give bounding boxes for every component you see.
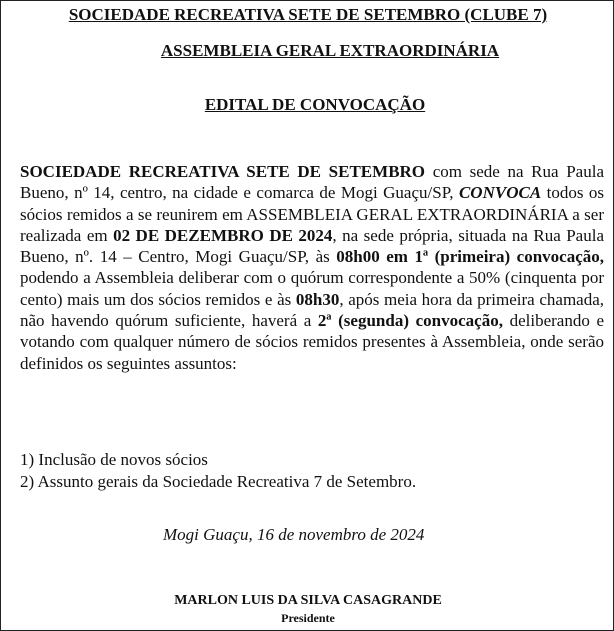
club-title: SOCIEDADE RECREATIVA SETE DE SETEMBRO (CLUBE 7) (68, 5, 548, 24)
assembly-subtitle: ASSEMBLEIA GERAL EXTRAORDINÁRIA (160, 41, 500, 60)
body-text-5: , após meia hora da primeira chamada, não havendo quórum suficiente, haverá a (20, 289, 605, 331)
body-text-2: todos os sócios remidos a se reunirem em ASSEMBLEIA GERAL EXTRAORDINÁRIA a ser realizada em (20, 183, 604, 245)
meeting-date: 02 DE DEZEMBRO DE 2024 (113, 225, 333, 245)
agenda-item: 2) Assunto gerais da Sociedade Recreativa 7 de Setembro. (20, 472, 417, 491)
notice-heading: EDITAL DE CONVOCAÇÃO (204, 95, 426, 114)
body-text-6: deliberando e votando com qualquer número de sócios remidos presentes à Assembleia, onde serão definidos os seguintes assuntos: (20, 311, 604, 373)
second-time: 08h30 (295, 289, 340, 309)
signer-role: Presidente (281, 611, 335, 625)
convoca-word: CONVOCA (458, 183, 542, 203)
body-text-3: , na sede própria, situada na Rua Paula Bueno, nº. 14 – Centro, Mogi Guaçu/SP, às (20, 225, 604, 267)
agenda-item: 1) Inclusão de novos sócios (20, 450, 208, 469)
org-name: SOCIEDADE RECREATIVA SETE DE SETEMBRO (20, 162, 426, 181)
notice-body (20, 161, 604, 374)
signer-name: MARLON LUIS DA SILVA CASAGRANDE (174, 593, 442, 608)
body-text-4: podendo a Assembleia deliberar com o quórum correspondente a 50% (cinquenta por cento) mais um dos sócios remidos e às (20, 268, 604, 309)
second-call: 2ª (segunda) convocação, (317, 311, 503, 331)
agenda-list (20, 449, 416, 493)
body-text-1: com sede na Rua Paula Bueno, nº 14, centro, na cidade e comarca de Mogi Guaçu/SP, (20, 162, 604, 203)
first-call: 08h00 em 1ª (primeira) convocação, (336, 247, 604, 267)
place-date: Mogi Guaçu, 16 de novembro de 2024 (163, 525, 425, 544)
